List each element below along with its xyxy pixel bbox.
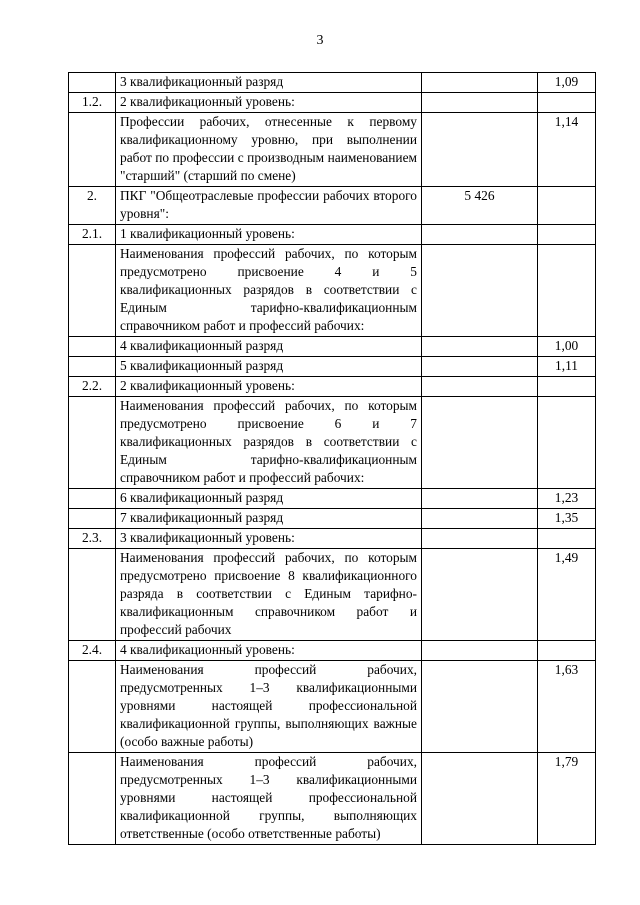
row-number-cell: [69, 337, 116, 357]
row-coefficient-cell: 1,79: [538, 753, 596, 845]
row-number-cell: 2.4.: [69, 641, 116, 661]
row-number-cell: [69, 73, 116, 93]
row-text-cell: Наименования профессий рабочих, предусмотренных 1–3 квалификационными уровнями настоящей профессиональной квалификационной группы, выполняющих важные (особо важные работы): [116, 661, 422, 753]
row-text-cell: 3 квалификационный уровень:: [116, 529, 422, 549]
table-row: [69, 661, 596, 753]
row-coefficient-cell: 1,00: [538, 337, 596, 357]
table-row: [69, 489, 596, 509]
row-text-cell: Наименования профессий рабочих, по которым предусмотрено присвоение 4 и 5 квалификационных разрядов в соответствии с Единым тарифно-квалификационным справочником работ и профессий рабочих:: [116, 245, 422, 337]
row-salary-cell: [422, 225, 538, 245]
row-number-cell: 2.2.: [69, 377, 116, 397]
row-text-cell: 2 квалификационный уровень:: [116, 93, 422, 113]
row-coefficient-cell: 1,23: [538, 489, 596, 509]
row-text-cell: 4 квалификационный разряд: [116, 337, 422, 357]
table-row: [69, 377, 596, 397]
row-text-cell: 7 квалификационный разряд: [116, 509, 422, 529]
row-salary-cell: [422, 73, 538, 93]
row-salary-cell: [422, 641, 538, 661]
row-number-cell: [69, 753, 116, 845]
row-salary-cell: 5 426: [422, 187, 538, 225]
row-number-cell: 1.2.: [69, 93, 116, 113]
row-coefficient-cell: [538, 187, 596, 225]
row-salary-cell: [422, 113, 538, 187]
row-text-cell: ПКГ "Общеотраслевые профессии рабочих второго уровня":: [116, 187, 422, 225]
row-salary-cell: [422, 245, 538, 337]
row-text-cell: Профессии рабочих, отнесенные к первому квалификационному уровню, при выполнении работ по профессии с производным наименованием "старший" (старший по смене): [116, 113, 422, 187]
row-coefficient-cell: [538, 225, 596, 245]
row-number-cell: [69, 509, 116, 529]
row-text-cell: Наименования профессий рабочих, предусмотренных 1–3 квалификационными уровнями настоящей профессиональной квалификационной группы, выполняющих ответственные (особо ответственные работы): [116, 753, 422, 845]
row-number-cell: [69, 489, 116, 509]
table-row: [69, 529, 596, 549]
table-row: [69, 509, 596, 529]
table-body: [69, 73, 596, 845]
table-row: [69, 641, 596, 661]
row-number-cell: [69, 397, 116, 489]
row-salary-cell: [422, 753, 538, 845]
table-row: [69, 93, 596, 113]
row-text-cell: 3 квалификационный разряд: [116, 73, 422, 93]
table-row: [69, 397, 596, 489]
row-text-cell: 6 квалификационный разряд: [116, 489, 422, 509]
row-salary-cell: [422, 93, 538, 113]
row-coefficient-cell: 1,49: [538, 549, 596, 641]
row-text-cell: 2 квалификационный уровень:: [116, 377, 422, 397]
table-row: [69, 245, 596, 337]
page-number: 3: [316, 33, 324, 48]
qualification-table: [68, 72, 596, 845]
row-coefficient-cell: [538, 641, 596, 661]
table-row: [69, 73, 596, 93]
row-salary-cell: [422, 529, 538, 549]
table-row: [69, 337, 596, 357]
row-coefficient-cell: 1,11: [538, 357, 596, 377]
row-salary-cell: [422, 489, 538, 509]
row-text-cell: Наименования профессий рабочих, по которым предусмотрено присвоение 6 и 7 квалификационных разрядов в соответствии с Единым тарифно-квалификационным справочником работ и профессий рабочих:: [116, 397, 422, 489]
row-text-cell: 1 квалификационный уровень:: [116, 225, 422, 245]
row-salary-cell: [422, 357, 538, 377]
row-salary-cell: [422, 549, 538, 641]
table-row: [69, 187, 596, 225]
row-number-cell: [69, 357, 116, 377]
row-number-cell: [69, 113, 116, 187]
row-coefficient-cell: 1,14: [538, 113, 596, 187]
row-coefficient-cell: [538, 93, 596, 113]
row-salary-cell: [422, 509, 538, 529]
row-text-cell: Наименования профессий рабочих, по которым предусмотрено присвоение 8 квалификационного разряда в соответствии с Единым тарифно-квалификационным справочником работ и профессий рабочих: [116, 549, 422, 641]
row-number-cell: 2.: [69, 187, 116, 225]
row-salary-cell: [422, 377, 538, 397]
row-text-cell: 5 квалификационный разряд: [116, 357, 422, 377]
row-number-cell: [69, 661, 116, 753]
table-row: [69, 225, 596, 245]
row-number-cell: 2.3.: [69, 529, 116, 549]
table-row: [69, 753, 596, 845]
row-coefficient-cell: [538, 529, 596, 549]
row-number-cell: [69, 245, 116, 337]
row-coefficient-cell: [538, 397, 596, 489]
table-row: [69, 113, 596, 187]
row-coefficient-cell: 1,35: [538, 509, 596, 529]
row-salary-cell: [422, 397, 538, 489]
row-salary-cell: [422, 661, 538, 753]
row-number-cell: [69, 549, 116, 641]
row-text-cell: 4 квалификационный уровень:: [116, 641, 422, 661]
row-number-cell: 2.1.: [69, 225, 116, 245]
row-salary-cell: [422, 337, 538, 357]
row-coefficient-cell: 1,09: [538, 73, 596, 93]
table-row: [69, 549, 596, 641]
row-coefficient-cell: [538, 377, 596, 397]
row-coefficient-cell: 1,63: [538, 661, 596, 753]
table-row: [69, 357, 596, 377]
row-coefficient-cell: [538, 245, 596, 337]
